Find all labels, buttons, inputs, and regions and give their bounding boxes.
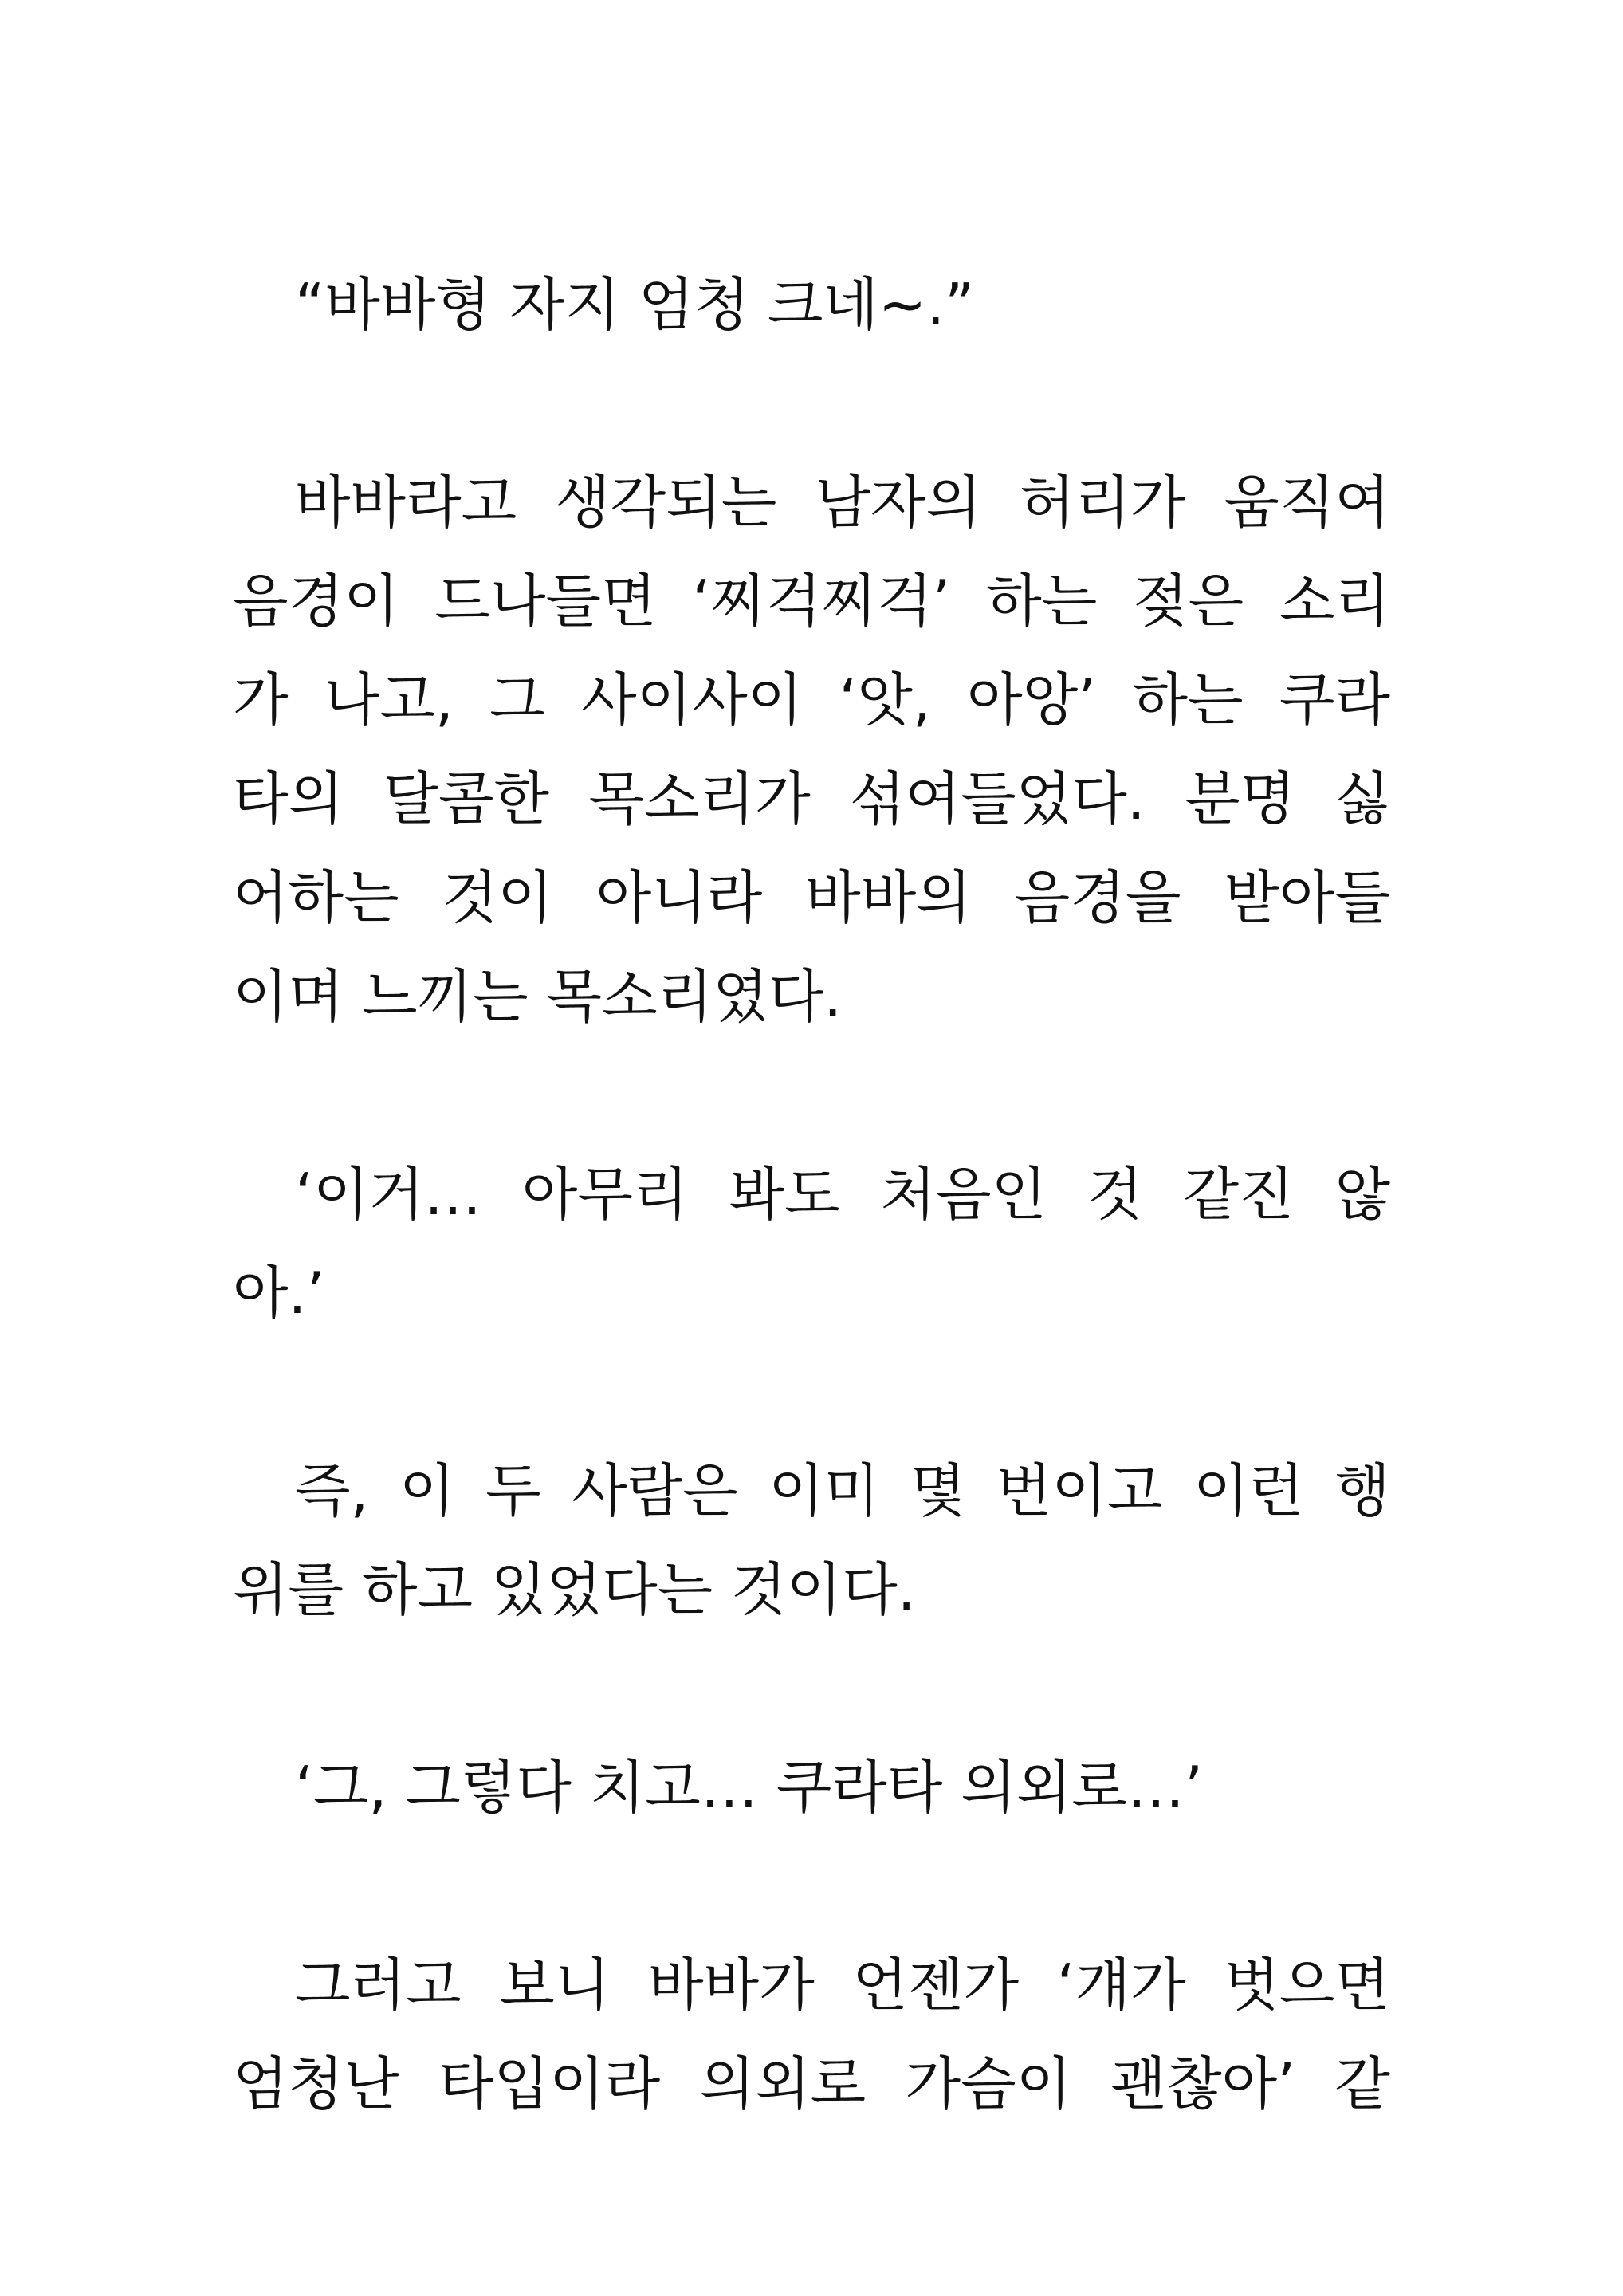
- paragraph-gap: [233, 1837, 1390, 1936]
- paragraph: [233, 1738, 1390, 1837]
- text-line: 음경이 드나들면 ‘찌걱찌걱’ 하는 젖은 소리: [233, 568, 1390, 635]
- text-line: 아.’: [233, 1260, 325, 1327]
- text-line: 타의 달콤한 목소리가 섞여들었다. 분명 싫: [233, 765, 1390, 832]
- text-line: 위를 하고 있었다는 것이다.: [233, 1556, 916, 1623]
- text-line: 가 나고, 그 사이사이 ‘앗, 아앙’ 하는 쿠라: [233, 666, 1390, 733]
- text-line: ‘이거… 아무리 봐도 처음인 것 같진 않: [295, 1161, 1390, 1228]
- paragraph: [233, 255, 1390, 354]
- text-line: ‘그, 그렇다 치고… 쿠라타 의외로…’: [295, 1754, 1203, 1821]
- paragraph-gap: [233, 1343, 1390, 1441]
- paragraph: [233, 1936, 1390, 2133]
- paragraph: [233, 1441, 1390, 1639]
- paragraph-gap: [233, 354, 1390, 453]
- text-line: 그러고 보니 바바가 언젠가 ‘걔가 벗으면: [295, 1952, 1390, 2019]
- paragraph: [233, 1145, 1390, 1343]
- text-line: “바바형 자지 엄청 크네~.”: [295, 271, 975, 338]
- text-line: 이며 느끼는 목소리였다.: [233, 963, 843, 1030]
- text-line: 즉, 이 두 사람은 이미 몇 번이고 이런 행: [295, 1457, 1390, 1524]
- paragraph-gap: [233, 1639, 1390, 1738]
- text-line: 어하는 것이 아니라 바바의 음경을 받아들: [233, 864, 1390, 931]
- document-page: [233, 255, 1390, 2133]
- paragraph-gap: [233, 1046, 1390, 1145]
- paragraph: [233, 453, 1390, 1046]
- text-line: 바바라고 생각되는 남자의 허리가 움직여: [295, 469, 1390, 536]
- text-line: 엄청난 타입이라 의외로 가슴이 괜찮아’ 같: [233, 2050, 1390, 2117]
